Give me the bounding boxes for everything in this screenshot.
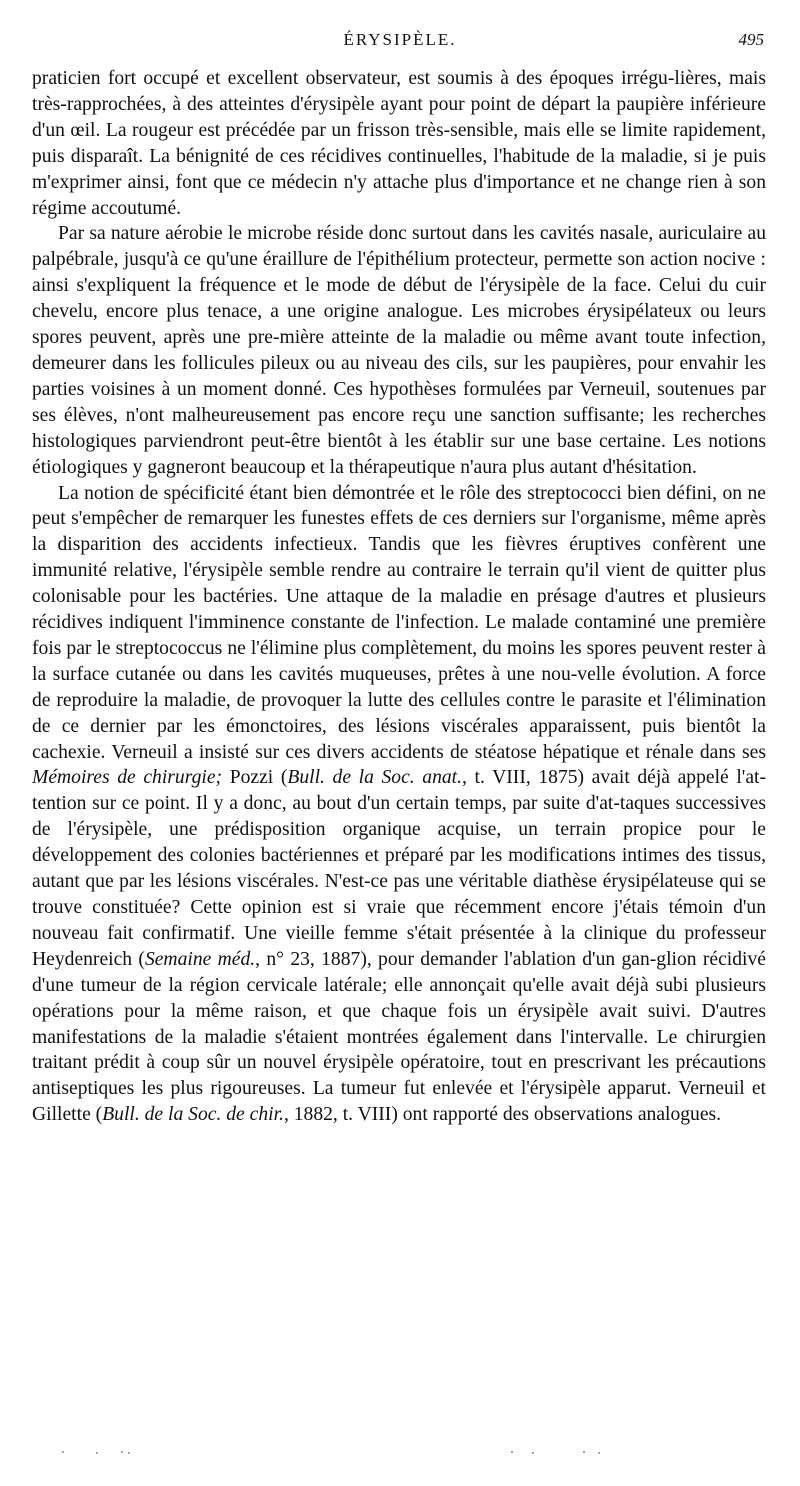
paragraph-specificity — [32, 481, 766, 1129]
print-speck — [121, 1451, 123, 1453]
text-segment: , t. VIII, 1875) avait déjà appelé l'at-tention sur ce point. Il y a donc, au bout d'un certain temps, par suite d'at-taques successives de l'érysipèle, une prédisposition organique acquise, un terrain propice pour le développement des colonies bactériennes et préparé par les modifications intimes des tissus, autant que par les lésions viscérales. N'est-ce pas une véritable diathèse érysipélateuse qui se trouve constituée? Cette opinion est si vraie que récemment encore j'étais témoin d'un nouveau fait confirmatif. Une vieille femme s'était présentée à la clinique du professeur Heydenreich ( — [32, 767, 766, 970]
print-speck — [96, 1452, 98, 1454]
print-speck — [532, 1452, 534, 1454]
print-speck — [598, 1452, 600, 1454]
paragraph-continuation — [32, 66, 766, 221]
print-speck — [62, 1451, 64, 1453]
print-speck — [583, 1451, 585, 1453]
page-header — [30, 30, 770, 54]
text-segment: , 1882, t. VIII) ont rapporté des observations analogues. — [283, 1104, 722, 1126]
text-segment: Pozzi ( — [222, 767, 288, 789]
paragraph-aerobic-microbe — [32, 221, 766, 480]
print-speck — [128, 1452, 130, 1454]
body-text — [32, 66, 766, 1128]
running-title: ÉRYSIPÈLE. — [343, 30, 457, 49]
text-segment: , n° 23, 1887), pour demander l'ablation d'un gan-glion récidivé d'une tumeur de la région cervicale latérale; elle annonçait qu'elle avait déjà subi plusieurs opérations pour la même raison, et que chaque fois un érysipèle avait suivi. D'autres manifestations de la maladie s'étaient montrées également dans l'intervalle. Le chirurgien traitant prédit à coup sûr un nouvel érysipèle opératoire, tout en prescrivant les précautions antiseptiques les plus rigoureuses. La tumeur fut enlevée et l'érysipèle apparut. Verneuil et Gillette ( — [32, 948, 766, 1126]
text-segment: La notion de spécificité étant bien démontrée et le rôle des streptococci bien défini, on ne peut s'empêcher de remarquer les funestes effets de ces derniers sur l'organisme, même après la disparition des accidents infectieux. Tandis que les fièvres éruptives confèrent une immunité relative, l'érysipèle semble rendre au contraire le terrain qu'il vient de quitter plus colonisable pour les bactéries. Une attaque de la maladie en présage d'autres et plusieurs récidives indiquent l'imminence constante de l'infection. Le malade contaminé une première fois par le streptococcus ne l'élimine plus complètement, du moins les spores peuvent rester à la surface cutanée ou dans les cavités muqueuses, prêtes à une nou-velle évolution. A force de reproduire la maladie, de provoquer la lutte des cellules contre le parasite et l'élimination de ce dernier par les émonctoires, des lésions viscérales apparaissent, puis bientôt la cachexie. Verneuil a insisté sur ces divers accidents de stéatose hépatique et rénale dans ses — [32, 482, 766, 763]
citation-bull-soc-chir: Bull. de la Soc. de chir. — [102, 1104, 284, 1126]
print-specks — [0, 1447, 800, 1457]
text-segment: praticien fort occupé et excellent observateur, est soumis à des époques irrégu-lières, mais très-rapprochées, à des atteintes d'érysipèle ayant pour point de départ la paupière inférieure d'un œil. La rougeur est précédée par un frisson très-sensible, mais elle se limite rapidement, puis disparaît. La bénignité de ces récidives continuelles, l'habitude de la maladie, si je puis m'exprimer ainsi, font que ce médecin n'y attache plus d'importance et ne change rien à son régime accoutumé. — [32, 68, 766, 219]
citation-bull-soc-anat: Bull. de la Soc. anat. — [287, 767, 463, 789]
print-speck — [511, 1451, 513, 1453]
citation-semaine-med: Semaine méd. — [144, 948, 256, 970]
citation-memoires: Mémoires de chirurgie; — [32, 767, 223, 789]
text-segment: Par sa nature aérobie le microbe réside donc surtout dans les cavités nasale, auriculaire au palpébrale, jusqu'à ce qu'une éraillure de l'épithélium protecteur, permette son action nocive : ainsi s'expliquent la fréquence et le mode de début de l'érysipèle de la face. Celui du cuir chevelu, encore plus tenace, a une origine analogue. Les microbes érysipélateux ou leurs spores peuvent, après une pre-mière atteinte de la maladie ou même avant toute infection, demeurer dans les follicules pileux ou au niveau des cils, sur les paupières, pour envahir les parties voisines à un moment donné. Ces hypothèses formulées par Verneuil, soutenues par ses élèves, n'ont malheureusement pas encore reçu une sanction suffisante; les recherches histologiques parviendront peut-être bientôt à les établir sur une base certaine. Les notions étiologiques y gagneront beaucoup et la thérapeutique n'aura plus autant d'hésitation. — [32, 223, 766, 478]
page-number: 495 — [738, 30, 764, 49]
